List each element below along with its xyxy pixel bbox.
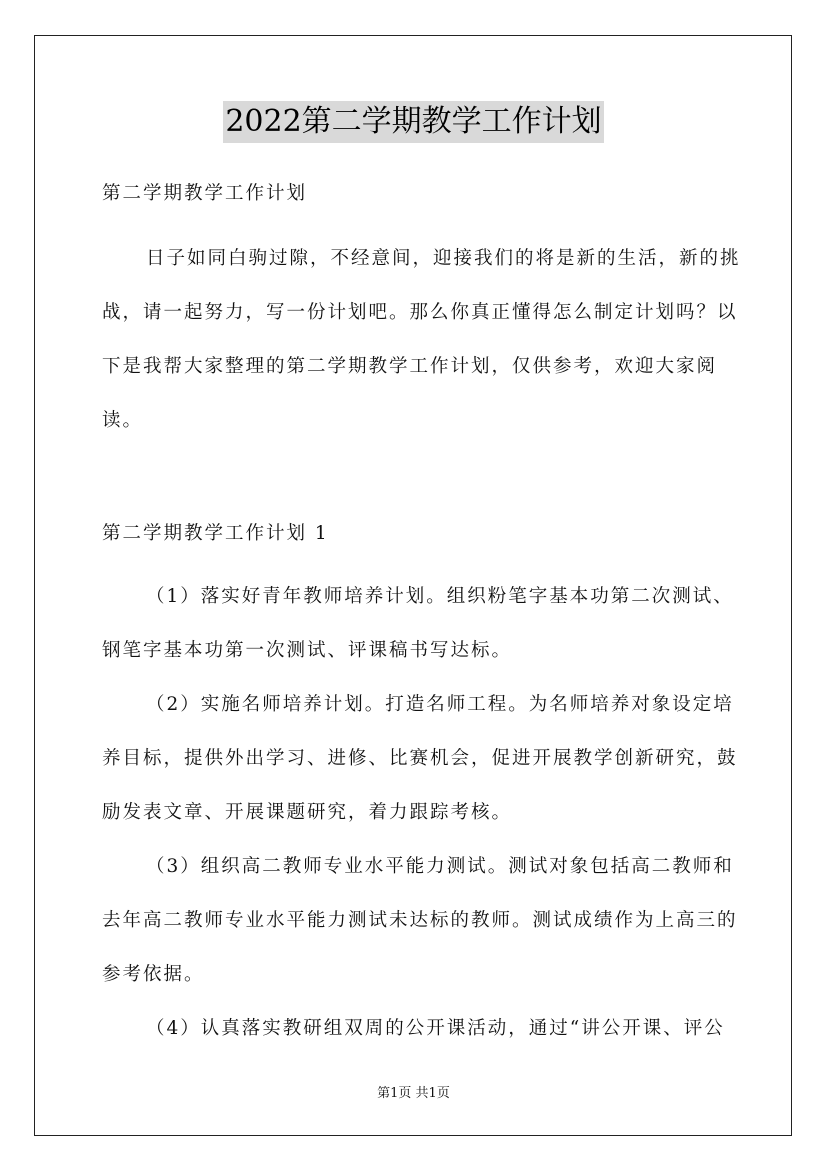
document-subtitle: 第二学期教学工作计划 [102,183,308,204]
list-item: （2）实施名师培养计划。打造名师工程。为名师培养对象设定培养目标，提供外出学习、进修、比赛机会，促进开展教学创新研究，鼓励发表文章、开展课题研究，着力跟踪考核。 [102,694,738,823]
list-item: （3）组织高二教师专业水平能力测试。测试对象包括高二教师和去年高二教师专业水平能力测试未达标的教师。测试成绩作为上高三的参考依据。 [102,856,738,985]
document-body [102,172,752,1056]
page-number-footer: 第1页 共1页 [377,1086,450,1101]
list-item: （1）落实好青年教师培养计划。组织粉笔字基本功第二次测试、钢笔字基本功第一次测试、评课稿书写达标。 [102,586,734,661]
list-item: （4）认真落实教研组双周的公开课活动，通过“讲公开课、评公 [146,1018,725,1039]
intro-paragraph: 日子如同白驹过隙，不经意间，迎接我们的将是新的生活，新的挑战，请一起努力，写一份计划吧。那么你真正懂得怎么制定计划吗？以下是我帮大家整理的第二学期教学工作计划，仅供参考，欢迎大家阅读。 [102,248,741,431]
section-heading: 第二学期教学工作计划 1 [102,523,329,544]
title-container [0,101,827,143]
document-title: 2022第二学期教学工作计划 [223,101,603,143]
